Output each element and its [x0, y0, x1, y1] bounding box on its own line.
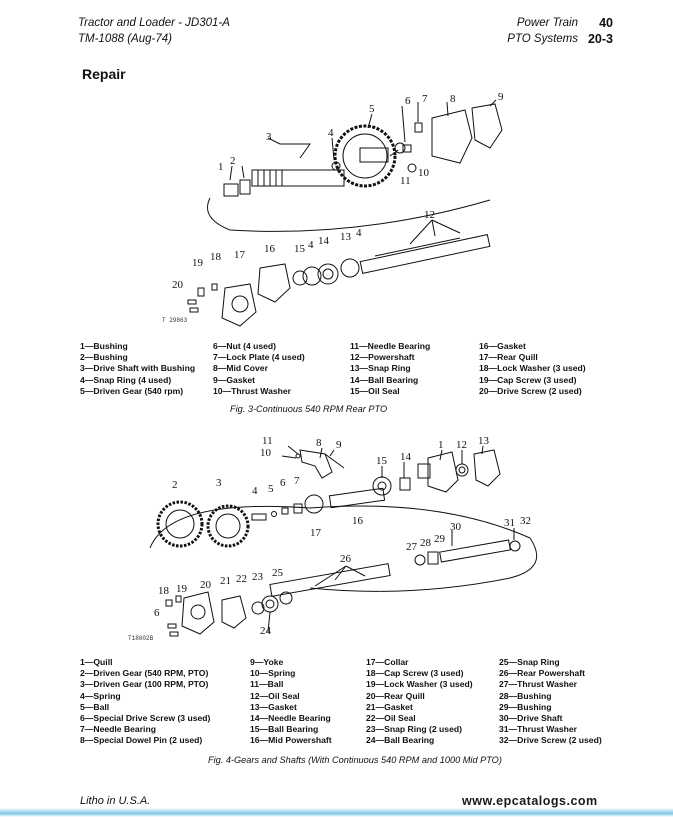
fig4-label-27: 27 — [406, 541, 417, 553]
fig3-label-17: 17 — [234, 249, 245, 261]
fig3-caption: Fig. 3-Continuous 540 RPM Rear PTO — [230, 404, 388, 414]
fig3-legend-col4: 16—Gasket 17—Rear Quill 18—Lock Washer (3 used) 19—Cap Screw (3 used) 20—Drive Screw (2 used) — [479, 341, 586, 396]
fig4-label-3: 3 — [216, 477, 222, 489]
fig4-label-1: 1 — [438, 439, 444, 451]
fig4-label-7: 7 — [294, 475, 300, 487]
fig4-label-30: 30 — [450, 521, 461, 533]
subsection-page-number: 20-3 — [587, 32, 613, 46]
figure3-exploded-diagram — [160, 88, 540, 328]
fig3-label-8: 8 — [450, 93, 456, 105]
figure4-exploded-diagram — [110, 428, 550, 650]
fig4-label-23: 23 — [252, 571, 263, 583]
fig4-label-11: 11 — [262, 435, 273, 447]
fig4-label-17: 17 — [310, 527, 321, 539]
fig4-label-2: 2 — [172, 479, 178, 491]
fig4-label-28: 28 — [420, 537, 431, 549]
fig4-legend-col1: 1—Quill 2—Driven Gear (540 RPM, PTO) 3—Driven Gear (100 RPM, PTO) 4—Spring 5—Ball 6—Special Drive Screw (3 used) 7—Needle Bearing 8—Special Dowel Pin (2 used) — [80, 657, 211, 746]
fig3-label-4b: 4 — [356, 227, 362, 239]
fig4-label-25: 25 — [272, 567, 283, 579]
fig4-label-6: 6 — [280, 477, 286, 489]
fig3-label-13: 13 — [340, 231, 351, 243]
manual-number: TM-1088 (Aug-74) — [78, 33, 172, 45]
fig3-label-1: 1 — [218, 161, 224, 173]
fig4-legend-col4: 25—Snap Ring 26—Rear Powershaft 27—Thrust Washer 28—Bushing 29—Bushing 30—Drive Shaft 31—Thrust Washer 32—Drive Screw (2 used) — [499, 657, 602, 746]
fig4-label-16: 16 — [352, 515, 363, 527]
fig3-label-3: 3 — [266, 131, 272, 143]
fig4-label-15: 15 — [376, 455, 387, 467]
bottom-color-strip — [0, 808, 673, 817]
fig4-label-4: 4 — [252, 485, 258, 497]
fig4-label-5: 5 — [268, 483, 274, 495]
fig4-label-21: 21 — [220, 575, 231, 587]
fig4-label-24: 24 — [260, 625, 271, 637]
section-page-number: 40 — [599, 16, 613, 30]
fig3-label-7: 7 — [422, 93, 428, 105]
fig3-label-15: 15 — [294, 243, 305, 255]
manual-title: Tractor and Loader - JD301-A — [78, 17, 230, 29]
litho-note: Litho in U.S.A. — [80, 795, 151, 807]
fig3-image-code: T 29863 — [162, 317, 188, 324]
fig3-legend-col1: 1—Bushing 2—Bushing 3—Drive Shaft with Bushing 4—Snap Ring (4 used) 5—Driven Gear (540 rpm) — [80, 341, 196, 396]
fig4-label-13: 13 — [478, 435, 489, 447]
fig4-image-code: T18002B — [128, 635, 154, 642]
fig4-label-9: 9 — [336, 439, 342, 451]
fig4-label-26: 26 — [340, 553, 351, 565]
fig3-label-2: 2 — [230, 155, 236, 167]
fig4-label-18: 18 — [158, 585, 169, 597]
fig3-label-20: 20 — [172, 279, 183, 291]
fig3-label-5: 5 — [369, 103, 375, 115]
fig3-label-9: 9 — [498, 91, 504, 103]
section-name: Power Train — [516, 17, 578, 29]
subsection-name: PTO Systems — [507, 33, 578, 45]
fig3-label-16: 16 — [264, 243, 275, 255]
fig4-label-19: 19 — [176, 583, 187, 595]
website-watermark: www.epcatalogs.com — [462, 794, 598, 808]
fig4-label-6b: 6 — [154, 607, 160, 619]
fig3-label-4: 4 — [328, 127, 334, 139]
section-title: Repair — [82, 66, 126, 82]
fig3-label-18: 18 — [210, 251, 221, 263]
fig4-label-10: 10 — [260, 447, 271, 459]
fig4-label-22: 22 — [236, 573, 247, 585]
fig4-label-8: 8 — [316, 437, 322, 449]
fig4-label-29: 29 — [434, 533, 445, 545]
fig3-label-19: 19 — [192, 257, 203, 269]
fig4-label-32: 32 — [520, 515, 531, 527]
fig4-label-20: 20 — [200, 579, 211, 591]
fig3-label-14: 14 — [318, 235, 329, 247]
fig4-caption: Fig. 4-Gears and Shafts (With Continuous 540 RPM and 1000 Mid PTO) — [208, 755, 502, 765]
fig4-legend-col2: 9—Yoke 10—Spring 11—Ball 12—Oil Seal 13—Gasket 14—Needle Bearing 15—Ball Bearing 16—Mid Powershaft — [250, 657, 332, 746]
fig3-label-10: 10 — [418, 167, 429, 179]
fig3-label-4c: 4 — [308, 239, 314, 251]
fig4-label-31: 31 — [504, 517, 515, 529]
fig3-legend-col2: 6—Nut (4 used) 7—Lock Plate (4 used) 8—Mid Cover 9—Gasket 10—Thrust Washer — [213, 341, 305, 396]
fig3-label-12: 12 — [424, 209, 435, 221]
fig3-label-11: 11 — [400, 175, 411, 187]
fig4-label-12: 12 — [456, 439, 467, 451]
fig4-label-14: 14 — [400, 451, 411, 463]
fig3-label-6: 6 — [405, 95, 411, 107]
fig4-legend-col3: 17—Collar 18—Cap Screw (3 used) 19—Lock Washer (3 used) 20—Rear Quill 21—Gasket 22—Oil Seal 23—Snap Ring (2 used) 24—Ball Bearing — [366, 657, 473, 746]
fig3-legend-col3: 11—Needle Bearing 12—Powershaft 13—Snap Ring 14—Ball Bearing 15—Oil Seal — [350, 341, 431, 396]
